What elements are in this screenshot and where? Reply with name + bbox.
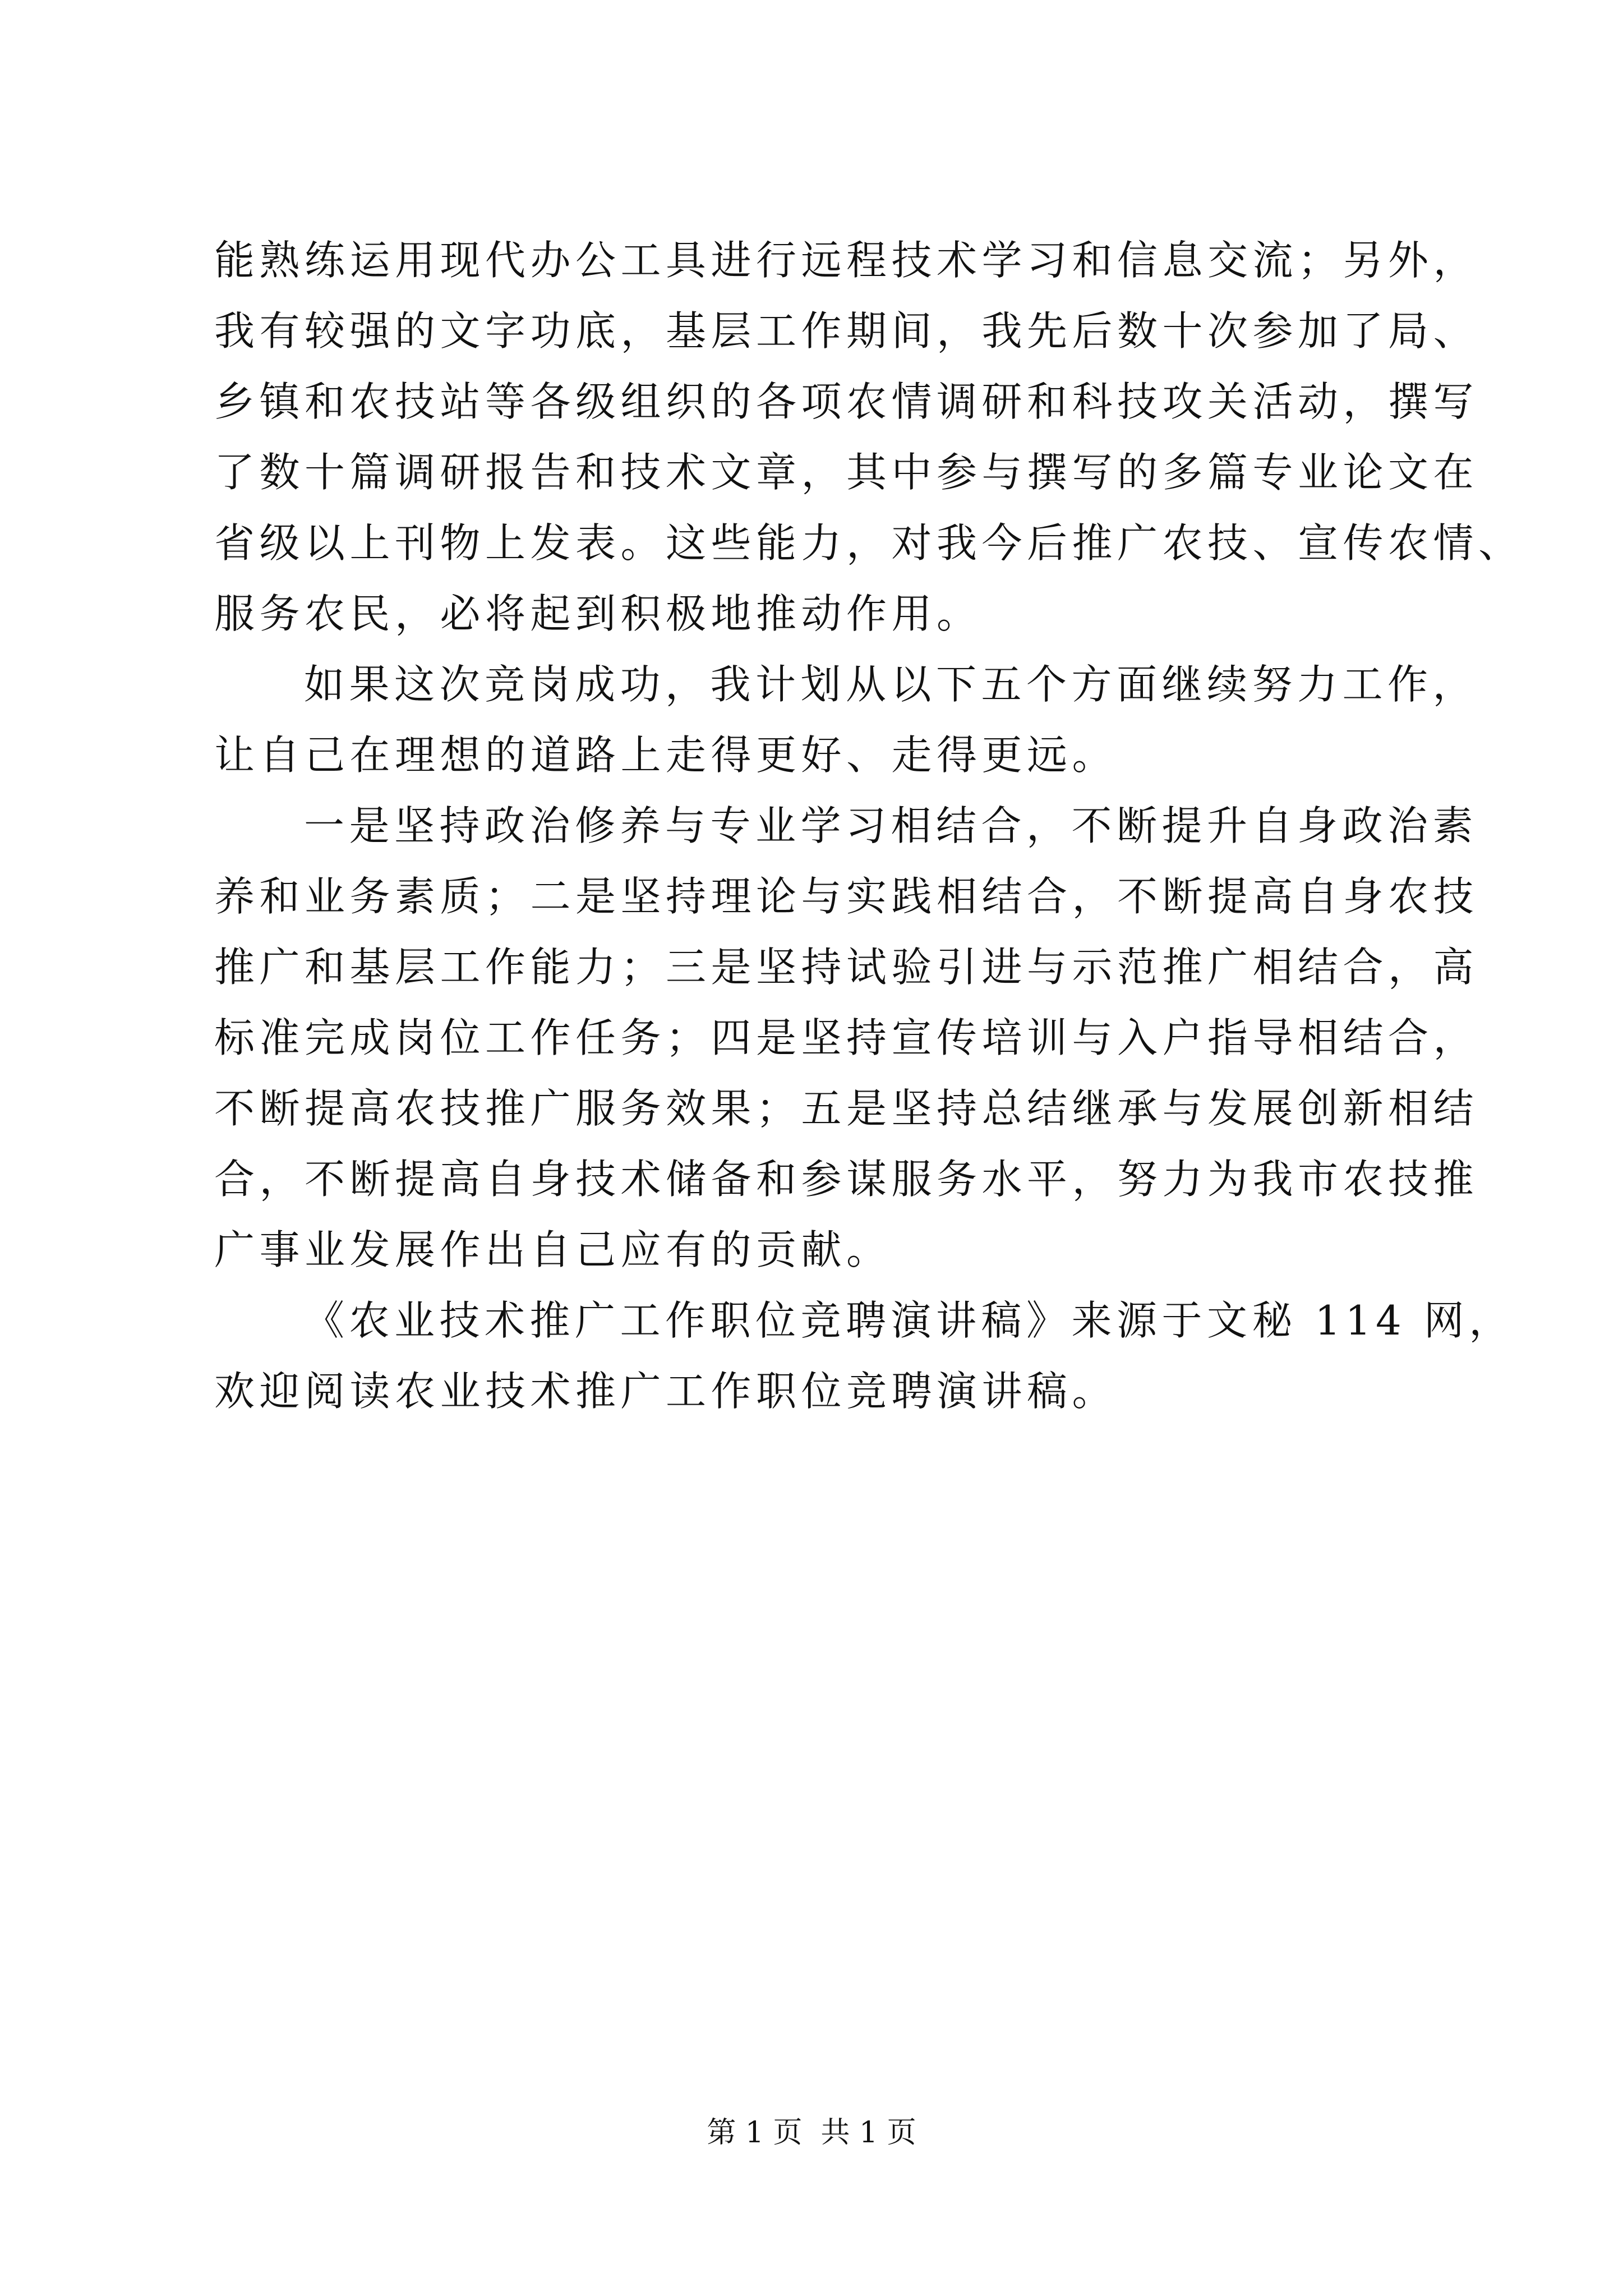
text-line: 不断提高农技推广服务效果；五是坚持总结继承与发展创新相结 (214, 1085, 1479, 1132)
paragraph-first-line: 《农业技术推广工作职位竞聘演讲稿》来源于文秘 114 网， (304, 1297, 1514, 1344)
page-footer: 第 1 页 共 1 页 (707, 2116, 916, 2150)
text-line: 合，不断提高自身技术储备和参谋服务水平，努力为我市农技推 (214, 1156, 1479, 1203)
text-line: 省级以上刊物上发表。这些能力，对我今后推广农技、宣传农情、 (214, 519, 1524, 567)
paragraph-first-line: 一是坚持政治修养与专业学习相结合，不断提升自身政治素 (304, 802, 1478, 849)
text-line: 服务农民，必将起到积极地推动作用。 (214, 590, 982, 637)
text-line: 让自己在理想的道路上走得更好、走得更远。 (214, 731, 1118, 779)
text-line: 我有较强的文字功底，基层工作期间，我先后数十次参加了局、 (214, 307, 1479, 355)
text-line: 能熟练运用现代办公工具进行远程技术学习和信息交流；另外， (214, 237, 1479, 284)
paragraph-first-line: 如果这次竞岗成功，我计划从以下五个方面继续努力工作， (304, 661, 1478, 708)
text-line: 了数十篇调研报告和技术文章，其中参与撰写的多篇专业论文在 (214, 449, 1479, 496)
text-line: 养和业务素质；二是坚持理论与实践相结合，不断提高自身农技 (214, 873, 1479, 920)
text-line: 推广和基层工作能力；三是坚持试验引进与示范推广相结合，高 (214, 944, 1479, 991)
text-line: 乡镇和农技站等各级组织的各项农情调研和科技攻关活动，撰写 (214, 378, 1479, 425)
text-line: 欢迎阅读农业技术推广工作职位竞聘演讲稿。 (214, 1368, 1118, 1415)
text-line: 广事业发展作出自己应有的贡献。 (214, 1226, 892, 1273)
text-line: 标准完成岗位工作任务；四是坚持宣传培训与入户指导相结合， (214, 1014, 1479, 1061)
